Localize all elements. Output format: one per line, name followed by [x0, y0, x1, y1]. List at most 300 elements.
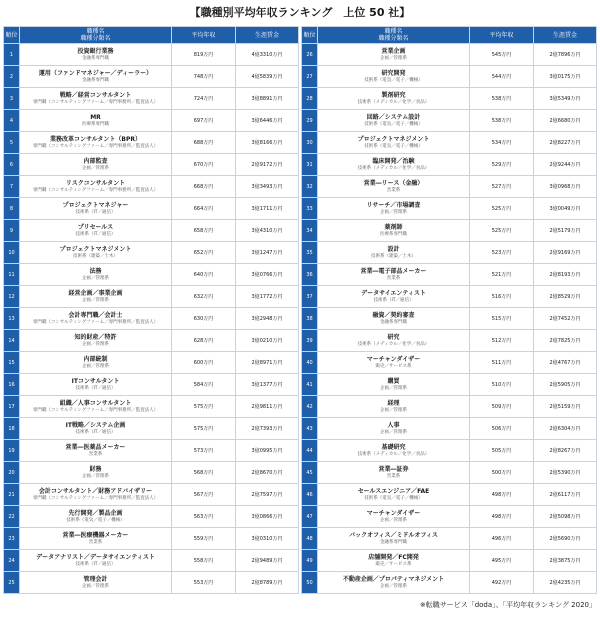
table-row [302, 352, 597, 374]
job-category: 企画／管理系 [82, 473, 109, 479]
table-row [4, 484, 299, 506]
job-cell [318, 132, 470, 154]
job-category: 医療系専門職 [82, 121, 109, 127]
job-cell [20, 440, 172, 462]
job-cell [20, 528, 172, 550]
lifetime-cell: 3億4310万円 [236, 220, 299, 242]
rank-cell: 45 [302, 462, 318, 484]
rank-cell: 7 [4, 176, 20, 198]
salary-cell: 688万円 [172, 132, 236, 154]
ranking-body-right [302, 44, 597, 594]
job-category: 金融系専門職 [380, 539, 407, 545]
table-row [302, 176, 597, 198]
job-category: 企画／管理系 [82, 297, 109, 303]
job-name: 営業―医薬品メーカー [65, 443, 126, 451]
job-name: 運用（ファンドマネジャー／ディーラー） [38, 69, 153, 77]
rank-cell: 12 [4, 286, 20, 308]
job-cell [20, 330, 172, 352]
job-category: 企画／管理系 [82, 583, 109, 589]
job-cell [20, 308, 172, 330]
lifetime-cell: 3億0866万円 [236, 506, 299, 528]
salary-cell: 495万円 [470, 550, 534, 572]
lifetime-cell: 2億7452万円 [534, 308, 597, 330]
salary-cell: 563万円 [172, 506, 236, 528]
rank-cell: 40 [302, 352, 318, 374]
job-cell [318, 550, 470, 572]
salary-cell: 697万円 [172, 110, 236, 132]
job-cell [318, 418, 470, 440]
job-category: 営業系 [386, 473, 401, 479]
table-row [302, 418, 597, 440]
salary-cell: 521万円 [470, 264, 534, 286]
table-row [302, 462, 597, 484]
rank-cell: 16 [4, 374, 20, 396]
rank-cell: 3 [4, 88, 20, 110]
job-cell [318, 374, 470, 396]
rank-cell: 10 [4, 242, 20, 264]
job-name: 営業―証券 [378, 465, 409, 473]
salary-header: 平均年収 [172, 27, 236, 44]
rank-cell: 18 [4, 418, 20, 440]
job-name: ITコンサルタント [71, 377, 120, 385]
table-row [4, 242, 299, 264]
lifetime-cell: 2億7825万円 [534, 330, 597, 352]
salary-cell: 500万円 [470, 462, 534, 484]
job-name: 会計コンサルタント／財務アドバイザリー [38, 487, 153, 495]
job-header [20, 27, 172, 44]
rank-cell: 31 [302, 154, 318, 176]
job-category: 販売／サービス系 [375, 363, 412, 369]
salary-cell: 632万円 [172, 286, 236, 308]
rank-cell: 28 [302, 88, 318, 110]
rank-header: 順位 [4, 27, 20, 44]
salary-cell: 553万円 [172, 572, 236, 594]
table-header-row [4, 27, 299, 44]
lifetime-cell: 3億1711万円 [236, 198, 299, 220]
job-cell [20, 154, 172, 176]
job-name: プリセールス [77, 223, 114, 231]
job-category: 金融系専門職 [380, 319, 407, 325]
salary-cell: 724万円 [172, 88, 236, 110]
table-row [302, 572, 597, 594]
job-category: 企画／管理系 [380, 517, 407, 523]
salary-cell: 668万円 [172, 176, 236, 198]
lifetime-cell: 2億5905万円 [534, 374, 597, 396]
job-cell [20, 44, 172, 66]
job-name: マーチャンダイザー [366, 509, 421, 517]
lifetime-header: 生涯賃金 [534, 27, 597, 44]
rank-cell: 19 [4, 440, 20, 462]
job-category: 専門職（コンサルティングファーム／専門事務所／監査法人） [32, 187, 159, 193]
salary-cell: 527万円 [470, 176, 534, 198]
table-row [4, 110, 299, 132]
job-category: 専門職（コンサルティングファーム／専門事務所／監査法人） [32, 143, 159, 149]
lifetime-cell: 3億0210万円 [236, 330, 299, 352]
page-title: 【職種別平均年収ランキング 上位 50 社】 [189, 6, 411, 19]
lifetime-cell: 2億5690万円 [534, 528, 597, 550]
job-cell [318, 220, 470, 242]
job-cell [318, 528, 470, 550]
table-row [4, 176, 299, 198]
table-row [4, 396, 299, 418]
rank-cell: 21 [4, 484, 20, 506]
table-row [4, 286, 299, 308]
rank-cell: 44 [302, 440, 318, 462]
table-row [4, 506, 299, 528]
lifetime-cell: 2億7393万円 [236, 418, 299, 440]
job-name-header: 職種名 [86, 28, 105, 35]
table-row [302, 242, 597, 264]
job-cell [318, 330, 470, 352]
lifetime-cell: 2億9811万円 [236, 396, 299, 418]
job-cell [318, 88, 470, 110]
rank-cell: 30 [302, 132, 318, 154]
job-cell [20, 66, 172, 88]
job-name: MR [90, 113, 101, 121]
rank-cell: 2 [4, 66, 20, 88]
lifetime-header: 生涯賃金 [236, 27, 299, 44]
job-name: 先行開発／製品企画 [68, 509, 123, 517]
lifetime-cell: 3億0175万円 [534, 66, 597, 88]
salary-header: 平均年収 [470, 27, 534, 44]
salary-cell: 559万円 [172, 528, 236, 550]
job-cell [20, 462, 172, 484]
table-row [4, 44, 299, 66]
job-category: 技術系（IT／通信） [373, 297, 414, 303]
job-category: 企画／管理系 [82, 341, 109, 347]
job-name: 購買 [387, 377, 400, 385]
rank-header: 順位 [302, 27, 318, 44]
lifetime-cell: 3億8891万円 [236, 88, 299, 110]
lifetime-cell: 2億9244万円 [534, 154, 597, 176]
job-cell [318, 506, 470, 528]
job-cell [20, 264, 172, 286]
table-row [4, 330, 299, 352]
job-category: 技術系（電気／電子／機械） [364, 143, 423, 149]
job-cell [20, 132, 172, 154]
salary-cell: 492万円 [470, 572, 534, 594]
lifetime-cell: 2億6304万円 [534, 418, 597, 440]
ranking-table-left [3, 26, 299, 594]
lifetime-cell: 2億9172万円 [236, 154, 299, 176]
rank-cell: 38 [302, 308, 318, 330]
table-row [4, 220, 299, 242]
job-name: 店舗開発／FC開発 [368, 553, 419, 561]
job-name: リサーチ／市場調査 [366, 201, 421, 209]
salary-cell: 573万円 [172, 440, 236, 462]
job-cell [20, 88, 172, 110]
lifetime-cell: 3億1772万円 [236, 286, 299, 308]
job-name: 投資銀行業務 [77, 47, 114, 55]
rank-cell: 32 [302, 176, 318, 198]
salary-cell: 567万円 [172, 484, 236, 506]
job-category: 技術系（メディカル／化学／食品） [357, 451, 430, 457]
salary-cell: 505万円 [470, 440, 534, 462]
job-name: プロジェクトマネジメント [59, 245, 132, 253]
rank-cell: 22 [4, 506, 20, 528]
lifetime-cell: 3億1247万円 [236, 242, 299, 264]
rank-cell: 42 [302, 396, 318, 418]
salary-cell: 600万円 [172, 352, 236, 374]
lifetime-cell: 3億2948万円 [236, 308, 299, 330]
job-name: 経営企画／事業企画 [68, 289, 123, 297]
table-row [4, 550, 299, 572]
job-cell [20, 352, 172, 374]
job-cell [318, 462, 470, 484]
table-row [4, 88, 299, 110]
salary-cell: 568万円 [172, 462, 236, 484]
salary-cell: 545万円 [470, 44, 534, 66]
lifetime-cell: 4億3310万円 [236, 44, 299, 66]
job-name: 融資／契約審査 [372, 311, 415, 319]
table-row [4, 462, 299, 484]
job-cell [318, 264, 470, 286]
job-cell [318, 242, 470, 264]
job-name: 組織／人事コンサルタント [59, 399, 132, 407]
job-cell [318, 44, 470, 66]
rank-cell: 8 [4, 198, 20, 220]
lifetime-cell: 2億8193万円 [534, 264, 597, 286]
lifetime-cell: 2億8529万円 [534, 286, 597, 308]
job-cell [20, 506, 172, 528]
table-row [4, 374, 299, 396]
salary-cell: 506万円 [470, 418, 534, 440]
lifetime-cell: 3億3493万円 [236, 176, 299, 198]
job-name: 経理 [387, 399, 400, 407]
job-category: 企画／管理系 [380, 583, 407, 589]
job-name: 営業―医療機器メーカー [62, 531, 129, 539]
lifetime-cell: 3億5349万円 [534, 88, 597, 110]
job-name: 営業企画 [381, 47, 406, 55]
table-row [4, 352, 299, 374]
table-row [302, 330, 597, 352]
source-footnote: ※転職サービス「doda」、「平均年収ランキング 2020」 [419, 601, 596, 609]
lifetime-cell: 4億5839万円 [236, 66, 299, 88]
rank-cell: 46 [302, 484, 318, 506]
job-category: 企画／管理系 [380, 209, 407, 215]
job-cell [318, 110, 470, 132]
table-row [302, 88, 597, 110]
rank-cell: 25 [4, 572, 20, 594]
table-row [302, 308, 597, 330]
job-name: 不動産企画／プロパティマネジメント [342, 575, 445, 583]
salary-cell: 523万円 [470, 242, 534, 264]
lifetime-cell: 3億0049万円 [534, 198, 597, 220]
lifetime-cell: 2億8227万円 [534, 132, 597, 154]
job-name: 回路／システム設計 [366, 113, 421, 121]
job-name: IT戦略／システム企画 [65, 421, 126, 429]
job-category: 企画／管理系 [380, 429, 407, 435]
table-row [4, 308, 299, 330]
salary-cell: 512万円 [470, 330, 534, 352]
salary-cell: 670万円 [172, 154, 236, 176]
salary-cell: 525万円 [470, 220, 534, 242]
job-category: 企画／管理系 [380, 385, 407, 391]
job-category: 専門職（コンサルティングファーム／専門事務所／監査法人） [32, 99, 159, 105]
lifetime-cell: 2億7597万円 [236, 484, 299, 506]
rank-cell: 26 [302, 44, 318, 66]
job-category: 技術系（IT／通信） [75, 561, 116, 567]
job-name: 研究 [387, 333, 400, 341]
salary-cell: 515万円 [470, 308, 534, 330]
job-cell [318, 198, 470, 220]
lifetime-cell: 3億0995万円 [236, 440, 299, 462]
rank-cell: 17 [4, 396, 20, 418]
job-cell [318, 352, 470, 374]
job-category-header: 職種分類名 [80, 35, 111, 42]
lifetime-cell: 2億4767万円 [534, 352, 597, 374]
job-name: 臨床開発／治験 [372, 157, 415, 165]
job-name: バックオフィス／ミドルオフィス [349, 531, 438, 539]
salary-cell: 819万円 [172, 44, 236, 66]
lifetime-cell: 2億5390万円 [534, 462, 597, 484]
table-row [4, 528, 299, 550]
job-cell [318, 572, 470, 594]
job-cell [20, 220, 172, 242]
job-category: 金融系専門職 [82, 55, 109, 61]
lifetime-cell: 2億8670万円 [236, 462, 299, 484]
lifetime-cell: 3億1377万円 [236, 374, 299, 396]
rank-cell: 23 [4, 528, 20, 550]
salary-cell: 498万円 [470, 484, 534, 506]
job-category: 企画／管理系 [82, 363, 109, 369]
table-row [302, 550, 597, 572]
table-row [302, 220, 597, 242]
job-category: 営業系 [386, 187, 401, 193]
table-row [302, 484, 597, 506]
job-category: 営業系 [88, 539, 103, 545]
table-row [302, 396, 597, 418]
job-cell [318, 396, 470, 418]
rank-cell: 4 [4, 110, 20, 132]
salary-cell: 640万円 [172, 264, 236, 286]
job-category: 技術系（建築／土木） [73, 253, 118, 259]
table-row [302, 286, 597, 308]
rank-cell: 13 [4, 308, 20, 330]
job-cell [318, 286, 470, 308]
job-category: 企画／管理系 [82, 275, 109, 281]
job-cell [318, 66, 470, 88]
job-category: 技術系（IT／通信） [75, 429, 116, 435]
job-cell [20, 396, 172, 418]
job-name: 人事 [387, 421, 400, 429]
job-name: 営業―電子部品メーカー [360, 267, 427, 275]
salary-cell: 511万円 [470, 352, 534, 374]
salary-cell: 538万円 [470, 88, 534, 110]
rank-cell: 43 [302, 418, 318, 440]
job-cell [318, 308, 470, 330]
lifetime-cell: 2億8267万円 [534, 440, 597, 462]
job-category-header: 職種分類名 [378, 35, 409, 42]
job-name: データアナリスト／データサイエンティスト [36, 553, 155, 561]
job-name: 内部統制 [83, 355, 108, 363]
rank-cell: 6 [4, 154, 20, 176]
salary-cell: 516万円 [470, 286, 534, 308]
salary-cell: 630万円 [172, 308, 236, 330]
lifetime-cell: 3億0968万円 [534, 176, 597, 198]
job-category: 技術系（電気／電子／機械） [364, 77, 423, 83]
salary-cell: 538万円 [470, 110, 534, 132]
lifetime-cell: 2億8971万円 [236, 352, 299, 374]
job-category: 技術系（電気／電子／機械） [364, 495, 423, 501]
job-name: 内部監査 [83, 157, 108, 165]
lifetime-cell: 2億9169万円 [534, 242, 597, 264]
job-category: 技術系（建築／土木） [371, 253, 416, 259]
salary-cell: 558万円 [172, 550, 236, 572]
table-row [4, 418, 299, 440]
salary-cell: 748万円 [172, 66, 236, 88]
table-row [302, 374, 597, 396]
rank-cell: 36 [302, 264, 318, 286]
job-category: 技術系（電気／電子／機械） [66, 517, 125, 523]
table-row [302, 264, 597, 286]
salary-cell: 575万円 [172, 396, 236, 418]
job-cell [20, 550, 172, 572]
job-category: 医療系専門職 [380, 231, 407, 237]
rank-cell: 35 [302, 242, 318, 264]
salary-cell: 529万円 [470, 154, 534, 176]
lifetime-cell: 2億5098万円 [534, 506, 597, 528]
table-row [302, 506, 597, 528]
job-category: 企画／管理系 [380, 55, 407, 61]
job-name: プロジェクトマネジメント [357, 135, 430, 143]
table-row [4, 154, 299, 176]
job-name: 研究開発 [381, 69, 406, 77]
rank-cell: 49 [302, 550, 318, 572]
salary-cell: 584万円 [172, 374, 236, 396]
table-row [4, 440, 299, 462]
table-row [302, 154, 597, 176]
table-header-row [302, 27, 597, 44]
job-category: 営業系 [88, 451, 103, 457]
job-category: 技術系（IT／通信） [75, 385, 116, 391]
job-name-header: 職種名 [384, 28, 403, 35]
ranking-table-right [301, 26, 597, 594]
job-cell [20, 484, 172, 506]
table-row [4, 572, 299, 594]
job-name: 財務 [89, 465, 102, 473]
job-name: リスクコンサルタント [65, 179, 126, 187]
job-name: 戦略／経営コンサルタント [59, 91, 132, 99]
job-category: 営業系 [386, 275, 401, 281]
job-category: 技術系（IT／通信） [75, 231, 116, 237]
table-row [302, 528, 597, 550]
lifetime-cell: 2億8789万円 [236, 572, 299, 594]
lifetime-cell: 2億3875万円 [534, 550, 597, 572]
job-category: 販売／サービス系 [375, 561, 412, 567]
job-name: 設計 [387, 245, 400, 253]
job-category: 専門職（コンサルティングファーム／専門事務所／監査法人） [32, 319, 159, 325]
rank-cell: 5 [4, 132, 20, 154]
rank-cell: 34 [302, 220, 318, 242]
lifetime-cell: 3億0310万円 [236, 528, 299, 550]
lifetime-cell: 2億9489万円 [236, 550, 299, 572]
lifetime-cell: 2億6680万円 [534, 110, 597, 132]
rank-cell: 14 [4, 330, 20, 352]
job-category: 金融系専門職 [82, 77, 109, 83]
job-name: セールスエンジニア／FAE [357, 487, 430, 495]
rank-cell: 47 [302, 506, 318, 528]
salary-cell: 496万円 [470, 528, 534, 550]
job-category: 企画／管理系 [82, 165, 109, 171]
job-cell [20, 572, 172, 594]
job-category: 技術系（メディカル／化学／食品） [357, 165, 430, 171]
lifetime-cell: 3億8166万円 [236, 132, 299, 154]
lifetime-cell: 2億5179万円 [534, 220, 597, 242]
salary-cell: 509万円 [470, 396, 534, 418]
job-category: 技術系（IT／通信） [75, 209, 116, 215]
lifetime-cell: 3億6446万円 [236, 110, 299, 132]
